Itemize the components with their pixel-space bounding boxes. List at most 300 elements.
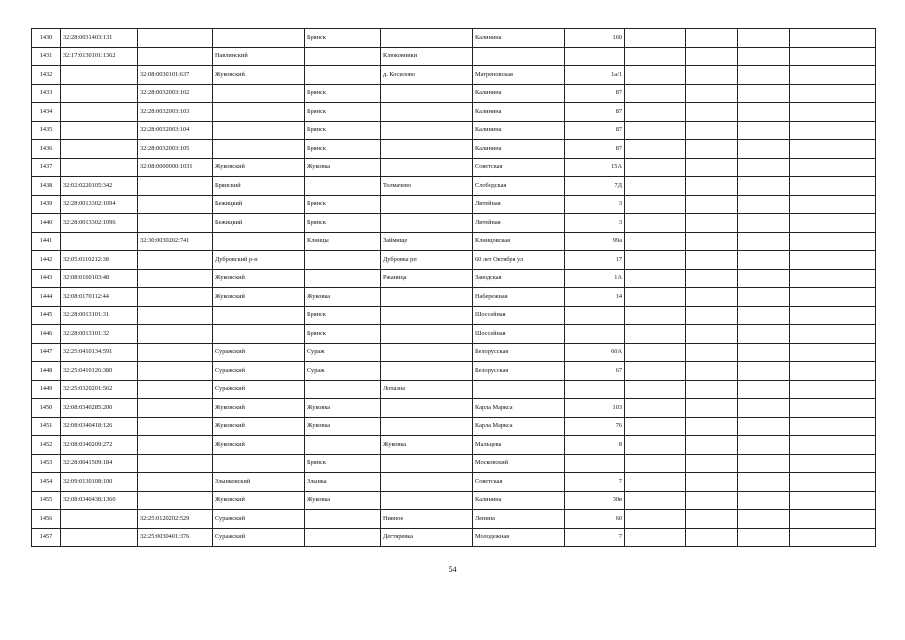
empty-cell xyxy=(686,306,738,325)
empty-cell xyxy=(738,399,790,418)
cadastral-number: 32:25:0410134:591 xyxy=(61,343,138,362)
cadastral-number xyxy=(61,232,138,251)
cadastral-number: 32:28:0031403:131 xyxy=(61,29,138,48)
row-number: 1439 xyxy=(32,195,61,214)
street-cell: Калинина xyxy=(473,103,565,122)
house-cell: 87 xyxy=(565,121,625,140)
cadastral-number-alt xyxy=(138,29,213,48)
settlement-cell: Жуковка xyxy=(381,436,473,455)
district-cell: Жуковский xyxy=(213,399,305,418)
empty-cell xyxy=(686,399,738,418)
cadastral-number: 32:08:0340418:126 xyxy=(61,417,138,436)
cadastral-number: 32:28:0013302:1094 xyxy=(61,195,138,214)
empty-cell xyxy=(738,306,790,325)
house-cell: 60 xyxy=(565,510,625,529)
street-cell: Советская xyxy=(473,158,565,177)
row-number: 1441 xyxy=(32,232,61,251)
street-cell xyxy=(473,47,565,66)
settlement-cell: Займище xyxy=(381,232,473,251)
empty-cell xyxy=(625,177,686,196)
cadastral-number: 32:08:0340438:1360 xyxy=(61,491,138,510)
cadastral-number-alt xyxy=(138,362,213,381)
cadastral-number: 32:28:0013302:1096 xyxy=(61,214,138,233)
empty-cell xyxy=(738,195,790,214)
empty-cell xyxy=(686,510,738,529)
house-cell: 15А xyxy=(565,158,625,177)
street-cell: Карла Маркса xyxy=(473,399,565,418)
city-cell: Брянск xyxy=(305,306,381,325)
district-cell: Жуковский xyxy=(213,158,305,177)
row-number: 1447 xyxy=(32,343,61,362)
empty-cell xyxy=(625,214,686,233)
empty-cell xyxy=(738,473,790,492)
empty-cell xyxy=(686,214,738,233)
district-cell xyxy=(213,103,305,122)
empty-cell xyxy=(625,454,686,473)
empty-cell xyxy=(738,343,790,362)
empty-cell xyxy=(790,47,876,66)
city-cell: Брянск xyxy=(305,195,381,214)
empty-cell xyxy=(686,454,738,473)
settlement-cell xyxy=(381,140,473,159)
empty-cell xyxy=(790,29,876,48)
row-number: 1440 xyxy=(32,214,61,233)
house-cell xyxy=(565,306,625,325)
street-cell: 60 лет Октября ул xyxy=(473,251,565,270)
city-cell xyxy=(305,510,381,529)
empty-cell xyxy=(625,417,686,436)
street-cell: Карла Маркса xyxy=(473,417,565,436)
row-number: 1443 xyxy=(32,269,61,288)
table-row xyxy=(32,140,876,159)
empty-cell xyxy=(738,528,790,547)
empty-cell xyxy=(738,214,790,233)
cadastral-number: 32:08:0170112:44 xyxy=(61,288,138,307)
row-number: 1442 xyxy=(32,251,61,270)
settlement-cell xyxy=(381,288,473,307)
district-cell: Суражский xyxy=(213,362,305,381)
cadastral-number xyxy=(61,103,138,122)
cadastral-number: 32:28:0013101:31 xyxy=(61,306,138,325)
house-cell: 1А xyxy=(565,269,625,288)
empty-cell xyxy=(790,158,876,177)
settlement-cell xyxy=(381,103,473,122)
city-cell: Жуковка xyxy=(305,491,381,510)
cadastral-number: 32:25:0410126:380 xyxy=(61,362,138,381)
house-cell: 7 xyxy=(565,473,625,492)
district-cell: Злынковский xyxy=(213,473,305,492)
cadastral-number-alt: 32:25:0030401:376 xyxy=(138,528,213,547)
street-cell: Калинина xyxy=(473,491,565,510)
city-cell: Жуковка xyxy=(305,399,381,418)
empty-cell xyxy=(738,47,790,66)
cadastral-number-alt xyxy=(138,399,213,418)
empty-cell xyxy=(625,84,686,103)
settlement-cell xyxy=(381,325,473,344)
district-cell: Жуковский xyxy=(213,269,305,288)
settlement-cell xyxy=(381,362,473,381)
house-cell xyxy=(565,454,625,473)
empty-cell xyxy=(738,380,790,399)
district-cell: Жуковский xyxy=(213,436,305,455)
district-cell xyxy=(213,306,305,325)
empty-cell xyxy=(790,362,876,381)
house-cell: 8 xyxy=(565,436,625,455)
empty-cell xyxy=(790,195,876,214)
table-row xyxy=(32,510,876,529)
settlement-cell xyxy=(381,343,473,362)
empty-cell xyxy=(625,380,686,399)
city-cell: Жуковка xyxy=(305,288,381,307)
empty-cell xyxy=(790,214,876,233)
row-number: 1446 xyxy=(32,325,61,344)
cadastral-number-alt xyxy=(138,380,213,399)
city-cell: Злынка xyxy=(305,473,381,492)
table-row xyxy=(32,491,876,510)
street-cell: Калинина xyxy=(473,121,565,140)
city-cell: Брянск xyxy=(305,140,381,159)
table-row xyxy=(32,399,876,418)
empty-cell xyxy=(738,66,790,85)
district-cell: Бежицкий xyxy=(213,214,305,233)
cadastral-number xyxy=(61,510,138,529)
cadastral-number-alt xyxy=(138,436,213,455)
empty-cell xyxy=(625,121,686,140)
cadastral-number-alt xyxy=(138,269,213,288)
cadastral-number-alt xyxy=(138,454,213,473)
empty-cell xyxy=(738,251,790,270)
settlement-cell xyxy=(381,84,473,103)
city-cell xyxy=(305,251,381,270)
cadastral-number: 32:28:0041509:184 xyxy=(61,454,138,473)
city-cell xyxy=(305,66,381,85)
street-cell: Белорусская xyxy=(473,343,565,362)
empty-cell xyxy=(738,177,790,196)
table-row xyxy=(32,473,876,492)
table-row xyxy=(32,214,876,233)
city-cell: Брянск xyxy=(305,214,381,233)
house-cell xyxy=(565,380,625,399)
city-cell: Брянск xyxy=(305,29,381,48)
registry-table xyxy=(31,28,876,547)
row-number: 1444 xyxy=(32,288,61,307)
table-row xyxy=(32,325,876,344)
cadastral-number: 32:17:0130101:1362 xyxy=(61,47,138,66)
street-cell: Клинцовская xyxy=(473,232,565,251)
table-row xyxy=(32,158,876,177)
district-cell: Брянский xyxy=(213,177,305,196)
empty-cell xyxy=(738,269,790,288)
table-row xyxy=(32,47,876,66)
street-cell: Советская xyxy=(473,473,565,492)
street-cell: Белорусская xyxy=(473,362,565,381)
empty-cell xyxy=(790,66,876,85)
cadastral-number-alt xyxy=(138,325,213,344)
row-number: 1436 xyxy=(32,140,61,159)
empty-cell xyxy=(738,436,790,455)
cadastral-number-alt xyxy=(138,214,213,233)
empty-cell xyxy=(790,306,876,325)
city-cell: Брянск xyxy=(305,84,381,103)
street-cell: Молодежная xyxy=(473,528,565,547)
city-cell xyxy=(305,528,381,547)
district-cell: Жуковский xyxy=(213,288,305,307)
street-cell: Заводская xyxy=(473,269,565,288)
empty-cell xyxy=(625,288,686,307)
empty-cell xyxy=(625,158,686,177)
district-cell: Жуковский xyxy=(213,66,305,85)
cadastral-number: 32:09:0130108:100 xyxy=(61,473,138,492)
settlement-cell: Толмачево xyxy=(381,177,473,196)
row-number: 1455 xyxy=(32,491,61,510)
city-cell: Брянск xyxy=(305,121,381,140)
empty-cell xyxy=(686,528,738,547)
city-cell xyxy=(305,436,381,455)
empty-cell xyxy=(686,343,738,362)
empty-cell xyxy=(790,454,876,473)
table-row xyxy=(32,454,876,473)
row-number: 1437 xyxy=(32,158,61,177)
empty-cell xyxy=(790,417,876,436)
empty-cell xyxy=(686,121,738,140)
empty-cell xyxy=(686,269,738,288)
cadastral-number-alt xyxy=(138,47,213,66)
empty-cell xyxy=(790,473,876,492)
settlement-cell: Клюковники xyxy=(381,47,473,66)
empty-cell xyxy=(686,47,738,66)
empty-cell xyxy=(625,47,686,66)
settlement-cell xyxy=(381,399,473,418)
table-row xyxy=(32,177,876,196)
street-cell: Слободская xyxy=(473,177,565,196)
empty-cell xyxy=(686,325,738,344)
district-cell: Суражский xyxy=(213,380,305,399)
empty-cell xyxy=(790,84,876,103)
empty-cell xyxy=(686,66,738,85)
district-cell xyxy=(213,140,305,159)
table-row xyxy=(32,103,876,122)
empty-cell xyxy=(686,177,738,196)
city-cell xyxy=(305,177,381,196)
house-cell: 99а xyxy=(565,232,625,251)
empty-cell xyxy=(790,232,876,251)
district-cell: Суражский xyxy=(213,528,305,547)
empty-cell xyxy=(625,306,686,325)
district-cell xyxy=(213,84,305,103)
settlement-cell xyxy=(381,29,473,48)
house-cell: 3 xyxy=(565,214,625,233)
cadastral-number: 32:02:0220105:342 xyxy=(61,177,138,196)
empty-cell xyxy=(790,177,876,196)
row-number: 1449 xyxy=(32,380,61,399)
street-cell: Мальцева xyxy=(473,436,565,455)
street-cell: Шоссейная xyxy=(473,325,565,344)
cadastral-number: 32:08:0160103:48 xyxy=(61,269,138,288)
empty-cell xyxy=(790,380,876,399)
cadastral-number: 32:25:0320201:562 xyxy=(61,380,138,399)
row-number: 1430 xyxy=(32,29,61,48)
district-cell: Жуковский xyxy=(213,491,305,510)
cadastral-number-alt xyxy=(138,251,213,270)
city-cell: Клинцы xyxy=(305,232,381,251)
city-cell: Брянск xyxy=(305,103,381,122)
district-cell xyxy=(213,454,305,473)
cadastral-number-alt xyxy=(138,473,213,492)
row-number: 1448 xyxy=(32,362,61,381)
house-cell xyxy=(565,47,625,66)
settlement-cell xyxy=(381,417,473,436)
empty-cell xyxy=(738,140,790,159)
settlement-cell xyxy=(381,306,473,325)
empty-cell xyxy=(790,269,876,288)
house-cell: 160 xyxy=(565,29,625,48)
settlement-cell: Дубровка рп xyxy=(381,251,473,270)
city-cell: Сураж xyxy=(305,343,381,362)
empty-cell xyxy=(738,158,790,177)
city-cell: Брянск xyxy=(305,454,381,473)
street-cell: Матреновская xyxy=(473,66,565,85)
table-body xyxy=(32,29,876,547)
house-cell: 103 xyxy=(565,399,625,418)
house-cell: 30в xyxy=(565,491,625,510)
empty-cell xyxy=(625,103,686,122)
house-cell: 1а/1 xyxy=(565,66,625,85)
empty-cell xyxy=(686,491,738,510)
row-number: 1457 xyxy=(32,528,61,547)
empty-cell xyxy=(738,454,790,473)
empty-cell xyxy=(738,103,790,122)
house-cell: 67 xyxy=(565,362,625,381)
settlement-cell: д. Косилово xyxy=(381,66,473,85)
cadastral-number: 32:08:0340285:200 xyxy=(61,399,138,418)
empty-cell xyxy=(686,380,738,399)
cadastral-number-alt xyxy=(138,343,213,362)
table-row xyxy=(32,251,876,270)
street-cell: Ленина xyxy=(473,510,565,529)
row-number: 1432 xyxy=(32,66,61,85)
row-number: 1438 xyxy=(32,177,61,196)
house-cell xyxy=(565,325,625,344)
cadastral-number-alt: 32:08:0000000:1031 xyxy=(138,158,213,177)
empty-cell xyxy=(686,140,738,159)
table-row xyxy=(32,380,876,399)
empty-cell xyxy=(738,121,790,140)
empty-cell xyxy=(790,288,876,307)
settlement-cell xyxy=(381,473,473,492)
row-number: 1451 xyxy=(32,417,61,436)
empty-cell xyxy=(790,251,876,270)
empty-cell xyxy=(686,158,738,177)
district-cell xyxy=(213,29,305,48)
empty-cell xyxy=(686,29,738,48)
cadastral-number-alt xyxy=(138,306,213,325)
district-cell xyxy=(213,121,305,140)
row-number: 1450 xyxy=(32,399,61,418)
district-cell: Дубровский р-н xyxy=(213,251,305,270)
cadastral-number xyxy=(61,66,138,85)
empty-cell xyxy=(625,491,686,510)
cadastral-number-alt: 32:08:0030101:637 xyxy=(138,66,213,85)
empty-cell xyxy=(686,288,738,307)
empty-cell xyxy=(625,436,686,455)
table-row xyxy=(32,66,876,85)
table-row xyxy=(32,436,876,455)
street-cell: Шоссейная xyxy=(473,306,565,325)
city-cell xyxy=(305,269,381,288)
cadastral-number-alt: 32:25:0120202:529 xyxy=(138,510,213,529)
settlement-cell: Ржаница xyxy=(381,269,473,288)
empty-cell xyxy=(686,232,738,251)
empty-cell xyxy=(686,103,738,122)
table-row xyxy=(32,84,876,103)
table-row xyxy=(32,362,876,381)
settlement-cell: Нивное xyxy=(381,510,473,529)
empty-cell xyxy=(790,436,876,455)
cadastral-number-alt: 32:28:0032003:105 xyxy=(138,140,213,159)
house-cell: 87 xyxy=(565,103,625,122)
house-cell: 87 xyxy=(565,140,625,159)
table-row xyxy=(32,195,876,214)
city-cell xyxy=(305,47,381,66)
empty-cell xyxy=(625,140,686,159)
district-cell: Суражский xyxy=(213,343,305,362)
empty-cell xyxy=(625,510,686,529)
row-number: 1453 xyxy=(32,454,61,473)
cadastral-number xyxy=(61,140,138,159)
settlement-cell xyxy=(381,214,473,233)
empty-cell xyxy=(625,325,686,344)
empty-cell xyxy=(625,232,686,251)
empty-cell xyxy=(790,325,876,344)
cadastral-number: 32:28:0013101:32 xyxy=(61,325,138,344)
row-number: 1435 xyxy=(32,121,61,140)
settlement-cell xyxy=(381,491,473,510)
row-number: 1431 xyxy=(32,47,61,66)
empty-cell xyxy=(686,195,738,214)
street-cell: Московский xyxy=(473,454,565,473)
street-cell: Набережная xyxy=(473,288,565,307)
empty-cell xyxy=(738,491,790,510)
district-cell: Навлинский xyxy=(213,47,305,66)
table-row xyxy=(32,288,876,307)
empty-cell xyxy=(790,399,876,418)
table-row xyxy=(32,232,876,251)
cadastral-number-alt xyxy=(138,288,213,307)
street-cell: Литейная xyxy=(473,214,565,233)
street-cell: Калинина xyxy=(473,29,565,48)
table-row xyxy=(32,343,876,362)
empty-cell xyxy=(625,528,686,547)
empty-cell xyxy=(686,362,738,381)
table-row xyxy=(32,528,876,547)
street-cell: Калинина xyxy=(473,140,565,159)
district-cell xyxy=(213,232,305,251)
row-number: 1456 xyxy=(32,510,61,529)
cadastral-number-alt: 32:28:0032003:103 xyxy=(138,103,213,122)
house-cell: 3 xyxy=(565,195,625,214)
cadastral-number-alt: 32:30:0030202:741 xyxy=(138,232,213,251)
empty-cell xyxy=(738,417,790,436)
city-cell: Жуковка xyxy=(305,417,381,436)
empty-cell xyxy=(790,140,876,159)
empty-cell xyxy=(625,269,686,288)
table-row xyxy=(32,417,876,436)
settlement-cell: Лопазна xyxy=(381,380,473,399)
row-number: 1452 xyxy=(32,436,61,455)
empty-cell xyxy=(625,473,686,492)
row-number: 1434 xyxy=(32,103,61,122)
city-cell: Брянск xyxy=(305,325,381,344)
